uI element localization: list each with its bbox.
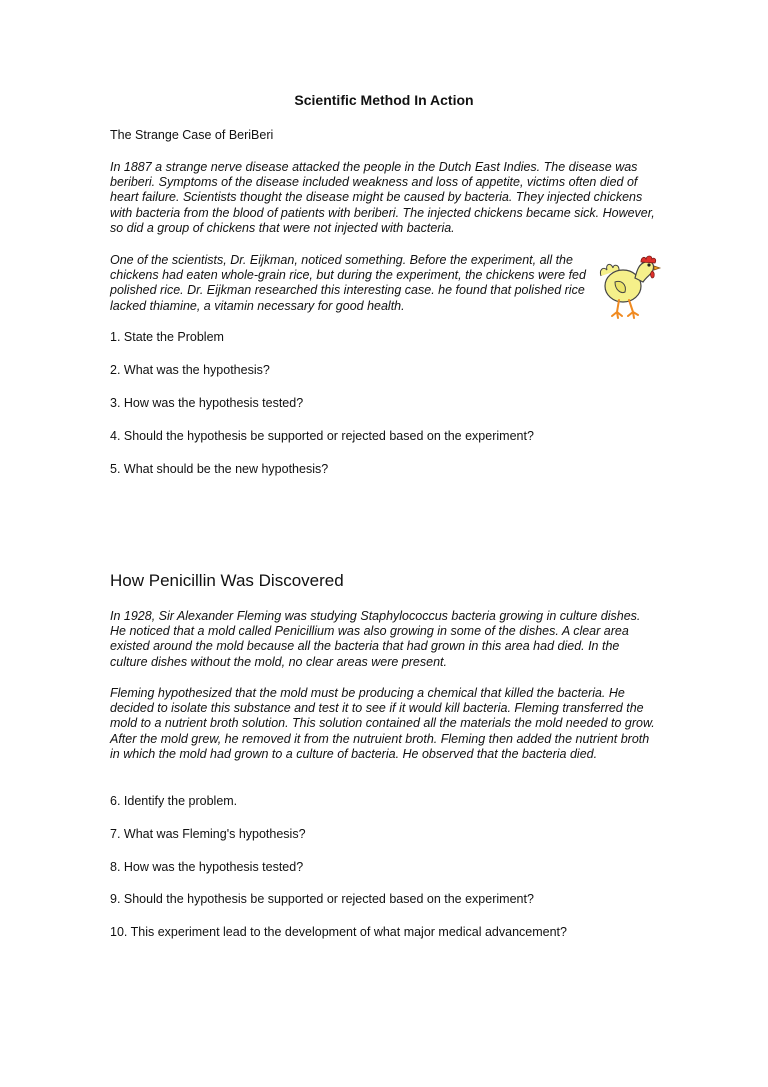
question-7: 7. What was Fleming's hypothesis? (110, 827, 306, 841)
question-8: 8. How was the hypothesis tested? (110, 860, 304, 874)
beriberi-paragraph-1: In 1887 a strange nerve disease attacked the people in the Dutch East Indies. The disease was beriberi. Symptoms of the disease included weakness and loss of appetite, victims often died of heart failure. Scientists thought the disease might be caused by bacteria. They injected chickens with bacteria from the blood of patients with beriberi. The injected chickens became sick. However, so did a group of chickens that were not injected with bacteria. (110, 160, 655, 235)
beriberi-paragraph-2: One of the scientists, Dr. Eijkman, noticed something. Before the experiment, all the chickens had eaten whole-grain rice, but during the experiment, the chickens were fed polished rice. Dr. Eijkman researched this interesting case. he found that polished rice lacked thiamine, a vitamin necessary for good health. (110, 253, 586, 313)
question-9: 9. Should the hypothesis be supported or rejected based on the experiment? (110, 892, 534, 906)
penicillin-paragraph-2: Fleming hypothesized that the mold must be producing a chemical that killed the bacteria. He decided to isolate this substance and test it to see if it would kill bacteria. Fleming transferred the mold to a nutrient broth solution. This solution contained all the materials the mold needed to grow. After the mold grew, he removed it from the nutruient broth. Fleming then added the nutrient broth in which the mold had grown to a culture of bacteria. He observed that the bacteria died. (110, 686, 655, 761)
section1-subtitle: The Strange Case of BeriBeri (110, 128, 274, 142)
question-6: 6. Identify the problem. (110, 794, 238, 808)
question-2: 2. What was the hypothesis? (110, 363, 270, 377)
question-5: 5. What should be the new hypothesis? (110, 462, 329, 476)
question-1: 1. State the Problem (110, 330, 224, 344)
chicken-illustration (597, 250, 663, 320)
question-4: 4. Should the hypothesis be supported or rejected based on the experiment? (110, 429, 534, 443)
section2-heading: How Penicillin Was Discovered (110, 571, 344, 590)
question-3: 3. How was the hypothesis tested? (110, 396, 304, 410)
question-10: 10. This experiment lead to the development of what major medical advancement? (110, 925, 567, 939)
page-title: Scientific Method In Action (294, 92, 474, 108)
penicillin-paragraph-1: In 1928, Sir Alexander Fleming was studying Staphylococcus bacteria growing in culture dishes. He noticed that a mold called Penicillium was also growing in some of the dishes. A clear area existed around the mold because all the bacteria that had grown in this area had died. In the culture dishes without the mold, no clear areas were present. (110, 609, 641, 669)
